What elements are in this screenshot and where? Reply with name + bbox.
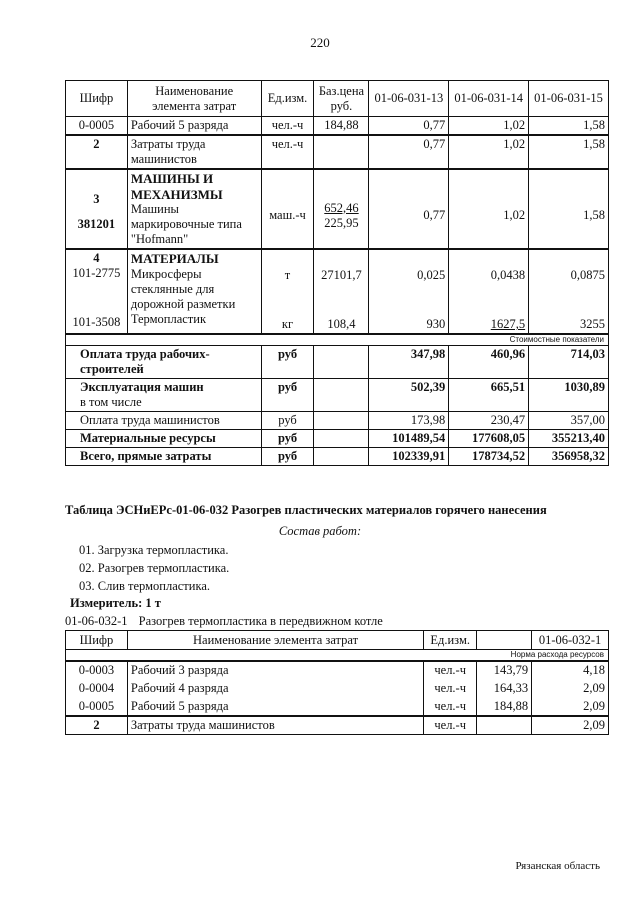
header-unit: Ед.изм.: [261, 81, 314, 117]
resource-table-01-06-031: [65, 80, 609, 466]
subtable-caption: 01-06-032-1 Разогрев термопластика в передвижном котле: [65, 614, 383, 628]
table-title: Таблица ЭСНиЕРс-01-06-032 Разогрев пластических материалов горячего нанесения: [65, 503, 547, 517]
section-title: МАШИНЫ И МЕХАНИЗМЫ: [130, 171, 223, 202]
table-row: 0-0003 0-0004 0-0005 Рабочий 3 разряда Рабочий 4 разряда Рабочий 5 разряда чел.-ч чел.-ч чел.-ч 143,79 164,33 184,88 4,18 2,09 2,09: [66, 661, 609, 716]
header-code: Шифр: [66, 631, 128, 650]
page-number: 220: [310, 35, 330, 50]
region-footer: Рязанская область: [515, 860, 600, 872]
header-base-price: Баз.цена руб.: [314, 81, 369, 117]
norm-header: Норма расхода ресурсов: [66, 650, 609, 661]
header-name: Наименование элемента затрат: [127, 81, 261, 117]
table-row: Эксплуатация машин в том числе руб 502,39 665,51 1030,89: [66, 378, 609, 411]
header-col-15: 01-06-031-15: [529, 81, 609, 117]
work-composition-title: Состав работ:: [278, 524, 362, 538]
table-row: 4 101-2775 101-3508 МАТЕРИАЛЫ Микросферы стеклянные для дорожной разметки Термопластик т кг 27101,7 108,4 0,025 930 0,0438 1627,5 0,0875 3255: [66, 249, 609, 334]
table-row: Оплата труда рабочих-строителей руб 347,98 460,96 714,03: [66, 345, 609, 378]
table-header-row: [66, 81, 609, 117]
cost-indicators-header: Стоимостные показатели: [66, 334, 609, 345]
header-name: Наименование элемента затрат: [127, 631, 423, 650]
table-row: Оплата труда машинистов руб 173,98 230,47 357,00: [66, 411, 609, 429]
table-row: Всего, прямые затраты руб 102339,91 178734,52 356958,32: [66, 447, 609, 465]
table-row: Материальные ресурсы руб 101489,54 177608,05 355213,40: [66, 429, 609, 447]
table-row: 0-0005 Рабочий 5 разряда чел.-ч 184,88 0,77 1,02 1,58: [66, 117, 609, 136]
section-title: МАТЕРИАЛЫ: [130, 251, 219, 267]
work-item: 01. Загрузка термопластика.: [79, 543, 229, 557]
table-row: 3 381201 МАШИНЫ И МЕХАНИЗМЫ Машины маркировочные типа "Hofmann" маш.-ч 652,46 225,95 0,77 1,02 1,58: [66, 169, 609, 249]
table-row: 2 Затраты труда машинистов чел.-ч 2,09: [66, 716, 609, 735]
work-item: 02. Разогрев термопластика.: [79, 561, 230, 575]
header-col-14: 01-06-031-14: [449, 81, 529, 117]
header-code: Шифр: [66, 81, 128, 117]
header-col-032-1: 01-06-032-1: [532, 631, 609, 650]
resource-table-01-06-032: [65, 630, 609, 735]
header-unit: Ед.изм.: [424, 631, 477, 650]
work-item: 03. Слив термопластика.: [79, 579, 211, 593]
table-row: 2 Затраты труда машинистов чел.-ч 0,77 1,02 1,58: [66, 135, 609, 169]
table-header-row: [66, 631, 609, 650]
measure-unit: Измеритель: 1 т: [70, 596, 161, 610]
header-col-13: 01-06-031-13: [369, 81, 449, 117]
